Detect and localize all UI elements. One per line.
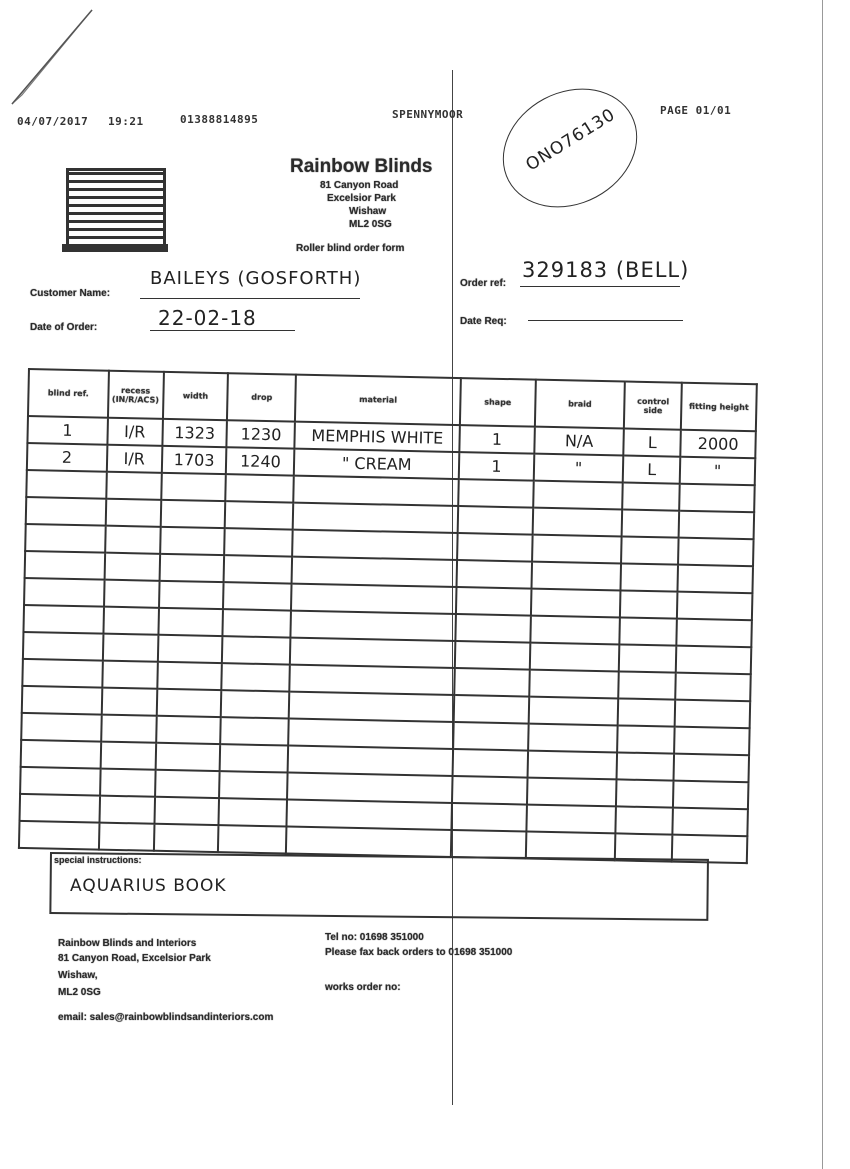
date-req-label: Date Req: — [460, 316, 507, 327]
table-cell-empty — [101, 688, 157, 716]
table-cell-empty — [527, 751, 617, 780]
table-cell-empty — [154, 797, 219, 825]
table-cell-empty — [453, 722, 528, 751]
table-cell-empty — [155, 743, 220, 771]
footer-company-line4: ML2 0SG — [58, 987, 101, 998]
table-cell-empty — [219, 771, 287, 799]
company-address-line2: Excelsior Park — [327, 193, 396, 204]
footer-company-line3: Wishaw, — [58, 970, 98, 981]
cell-recess: I/R — [106, 445, 162, 473]
customer-name-value: BAILEYS (GOSFORTH) — [150, 268, 362, 289]
table-cell-empty — [100, 742, 156, 770]
table-cell-empty — [23, 605, 103, 634]
col-header-drop: drop — [227, 373, 296, 421]
cell-shape: 1 — [459, 425, 534, 454]
date-of-order-label: Date of Order: — [30, 322, 98, 333]
cell-material: " CREAM — [294, 449, 459, 479]
table-cell-empty — [99, 796, 155, 824]
order-ref-label: Order ref: — [460, 278, 507, 289]
table-cell-empty — [222, 636, 290, 664]
table-cell-empty — [292, 530, 457, 560]
table-cell-empty — [451, 803, 526, 832]
table-cell-empty — [531, 589, 621, 618]
table-cell-empty — [158, 608, 223, 636]
table-cell-empty — [456, 587, 531, 616]
table-cell-empty — [677, 592, 752, 621]
table-cell-empty — [679, 511, 754, 540]
table-cell-empty — [25, 551, 105, 580]
table-cell-empty — [26, 497, 106, 526]
table-cell-empty — [532, 535, 622, 564]
table-cell-empty — [224, 555, 292, 583]
table-cell-empty — [675, 673, 750, 702]
table-cell-empty — [103, 607, 159, 635]
cell-control-side: L — [624, 428, 681, 456]
date-req-underline — [528, 320, 683, 321]
table-cell-empty — [674, 754, 749, 783]
cell-blind-ref: 1 — [27, 416, 107, 445]
footer-tel: Tel no: 01698 351000 — [325, 932, 424, 943]
table-cell-empty — [225, 501, 293, 529]
order-table — [18, 368, 758, 864]
page-right-edge — [822, 0, 823, 1169]
table-cell-empty — [531, 562, 621, 591]
table-cell-empty — [454, 668, 529, 697]
table-cell-empty — [160, 500, 225, 528]
company-logo-base — [62, 244, 168, 252]
table-cell-empty — [159, 581, 224, 609]
order-ref-underline — [520, 286, 680, 287]
table-cell-empty — [288, 746, 453, 776]
special-instructions-label: special instructions: — [54, 855, 142, 865]
table-cell-empty — [452, 776, 527, 805]
customer-name-label: Customer Name: — [30, 288, 111, 299]
fax-phone: 01388814895 — [180, 113, 259, 126]
table-cell-empty — [526, 832, 616, 861]
table-cell-empty — [26, 470, 106, 499]
footer-company-line1: Rainbow Blinds and Interiors — [58, 938, 197, 949]
table-cell-empty — [154, 824, 219, 852]
table-cell-empty — [287, 773, 452, 803]
col-header-braid: braid — [535, 380, 626, 429]
table-cell-empty — [674, 727, 749, 756]
table-cell-empty — [453, 749, 528, 778]
col-header-recess-label: recess — [121, 385, 151, 396]
cell-shape: 1 — [459, 452, 534, 481]
date-of-order-underline — [150, 330, 295, 331]
cell-blind-ref: 2 — [27, 443, 107, 472]
cell-braid: " — [533, 454, 623, 483]
table-cell-empty — [21, 713, 101, 742]
table-cell-empty — [219, 798, 287, 826]
footer-fax: Please fax back orders to 01698 351000 — [325, 947, 513, 958]
company-logo — [66, 168, 166, 250]
table-cell-empty — [100, 769, 156, 797]
col-header-fitting-height: fitting height — [681, 383, 757, 432]
table-cell-empty — [160, 527, 225, 555]
table-cell-empty — [455, 641, 530, 670]
cell-width: 1703 — [161, 446, 226, 474]
footer-email: email: sales@rainbowblindsandinteriors.com — [58, 1012, 274, 1023]
table-cell-empty — [532, 508, 622, 537]
table-cell-empty — [226, 474, 294, 502]
table-cell-empty — [157, 662, 222, 690]
table-cell-empty — [22, 659, 102, 688]
table-cell-empty — [104, 553, 160, 581]
fax-date: 04/07/2017 — [17, 115, 89, 128]
cell-width: 1323 — [162, 419, 227, 447]
table-cell-empty — [679, 484, 754, 513]
table-cell-empty — [620, 590, 677, 618]
table-cell-empty — [617, 752, 674, 780]
form-title: Roller blind order form — [296, 243, 405, 254]
table-cell-empty — [619, 671, 676, 699]
fax-page: PAGE 01/01 — [660, 104, 732, 117]
table-cell-empty — [218, 825, 286, 853]
cell-drop: 1230 — [227, 420, 295, 448]
table-cell-empty — [530, 643, 620, 672]
table-cell-empty — [22, 686, 102, 715]
col-header-control-side: control side — [624, 382, 682, 430]
footer-works-order: works order no: — [325, 982, 401, 993]
table-cell-empty — [533, 481, 623, 510]
date-of-order-value: 22-02-18 — [158, 306, 257, 330]
table-cell-empty — [286, 827, 451, 857]
table-cell-empty — [225, 528, 293, 556]
table-cell-empty — [451, 830, 526, 859]
table-cell-empty — [156, 689, 221, 717]
table-cell-empty — [622, 482, 679, 510]
table-cell-empty — [161, 473, 226, 501]
col-header-material: material — [295, 375, 461, 425]
footer-company-line2: 81 Canyon Road, Excelsior Park — [58, 953, 211, 964]
table-cell-empty — [222, 663, 290, 691]
col-header-shape: shape — [460, 378, 536, 427]
table-cell-empty — [293, 503, 458, 533]
table-cell-empty — [292, 557, 457, 587]
table-cell-empty — [157, 635, 222, 663]
table-cell-empty — [458, 479, 533, 508]
table-cell-empty — [458, 506, 533, 535]
table-cell-empty — [291, 611, 456, 641]
table-cell-empty — [455, 614, 530, 643]
table-cell-empty — [159, 554, 224, 582]
order-stamp-number: ONO76130 — [522, 104, 620, 176]
table-cell-empty — [25, 524, 105, 553]
table-cell-empty — [289, 692, 454, 722]
table-cell-empty — [287, 800, 452, 830]
cell-recess: I/R — [107, 418, 163, 446]
table-cell-empty — [23, 632, 103, 661]
table-cell-empty — [621, 563, 678, 591]
table-cell-empty — [529, 670, 619, 699]
table-cell-empty — [528, 697, 618, 726]
folded-corner — [0, 0, 100, 110]
col-header-width: width — [163, 372, 229, 420]
col-header-recess — [108, 371, 164, 419]
fax-location: SPENNYMOOR — [392, 108, 464, 121]
table-cell-empty — [99, 823, 155, 851]
table-cell-empty — [530, 616, 620, 645]
company-address-line3: Wishaw — [349, 206, 387, 217]
table-cell-empty — [526, 805, 616, 834]
table-cell-empty — [155, 770, 220, 798]
cell-braid: N/A — [534, 427, 624, 456]
table-cell-empty — [156, 716, 221, 744]
table-cell-empty — [106, 472, 162, 500]
company-address-line1: 81 Canyon Road — [320, 180, 399, 191]
table-cell-empty — [105, 499, 161, 527]
table-cell-empty — [105, 526, 161, 554]
table-cell-empty — [220, 744, 288, 772]
table-cell-empty — [678, 565, 753, 594]
table-cell-empty — [290, 638, 455, 668]
table-cell-empty — [678, 538, 753, 567]
col-header-blind-ref: blind ref. — [28, 369, 109, 418]
table-cell-empty — [675, 700, 750, 729]
table-cell-empty — [616, 806, 673, 834]
table-cell-empty — [19, 821, 99, 850]
table-cell-empty — [102, 634, 158, 662]
table-cell-empty — [221, 717, 289, 745]
cell-fitting-height: " — [680, 457, 755, 486]
table-cell-empty — [457, 560, 532, 589]
table-cell-empty — [291, 584, 456, 614]
table-cell-empty — [617, 725, 674, 753]
table-cell-empty — [620, 617, 677, 645]
table-cell-empty — [673, 781, 748, 810]
table-cell-empty — [454, 695, 529, 724]
table-cell-empty — [457, 533, 532, 562]
special-instructions-value: AQUARIUS BOOK — [70, 876, 227, 896]
table-cell-empty — [527, 778, 617, 807]
table-cell-empty — [104, 580, 160, 608]
customer-name-underline — [140, 298, 360, 299]
table-cell-empty — [223, 609, 291, 637]
table-cell-empty — [294, 476, 459, 506]
table-cell-empty — [619, 644, 676, 672]
table-cell-empty — [673, 808, 748, 837]
col-header-recess-sub: (IN/R/ACS) — [111, 394, 160, 405]
fax-time: 19:21 — [108, 115, 144, 128]
table-cell-empty — [24, 578, 104, 607]
company-name: Rainbow Blinds — [290, 156, 433, 177]
table-cell-empty — [621, 536, 678, 564]
table-cell-empty — [102, 661, 158, 689]
table-cell-empty — [20, 767, 100, 796]
cell-drop: 1240 — [226, 447, 294, 475]
cell-control-side: L — [623, 455, 680, 483]
order-ref-value: 329183 (BELL) — [522, 258, 690, 282]
table-cell-empty — [223, 582, 291, 610]
company-address-line4: ML2 0SG — [349, 219, 392, 230]
cell-fitting-height: 2000 — [680, 430, 755, 459]
table-cell-empty — [676, 619, 751, 648]
table-cell-empty — [622, 509, 679, 537]
table-cell-empty — [21, 740, 101, 769]
cell-material: MEMPHIS WHITE — [295, 422, 460, 452]
table-cell-empty — [290, 665, 455, 695]
table-cell-empty — [618, 698, 675, 726]
table-cell-empty — [20, 794, 100, 823]
table-cell-empty — [101, 715, 157, 743]
table-cell-empty — [288, 719, 453, 749]
table-cell-empty — [676, 646, 751, 675]
table-cell-empty — [616, 779, 673, 807]
table-cell-empty — [528, 724, 618, 753]
table-cell-empty — [221, 690, 289, 718]
